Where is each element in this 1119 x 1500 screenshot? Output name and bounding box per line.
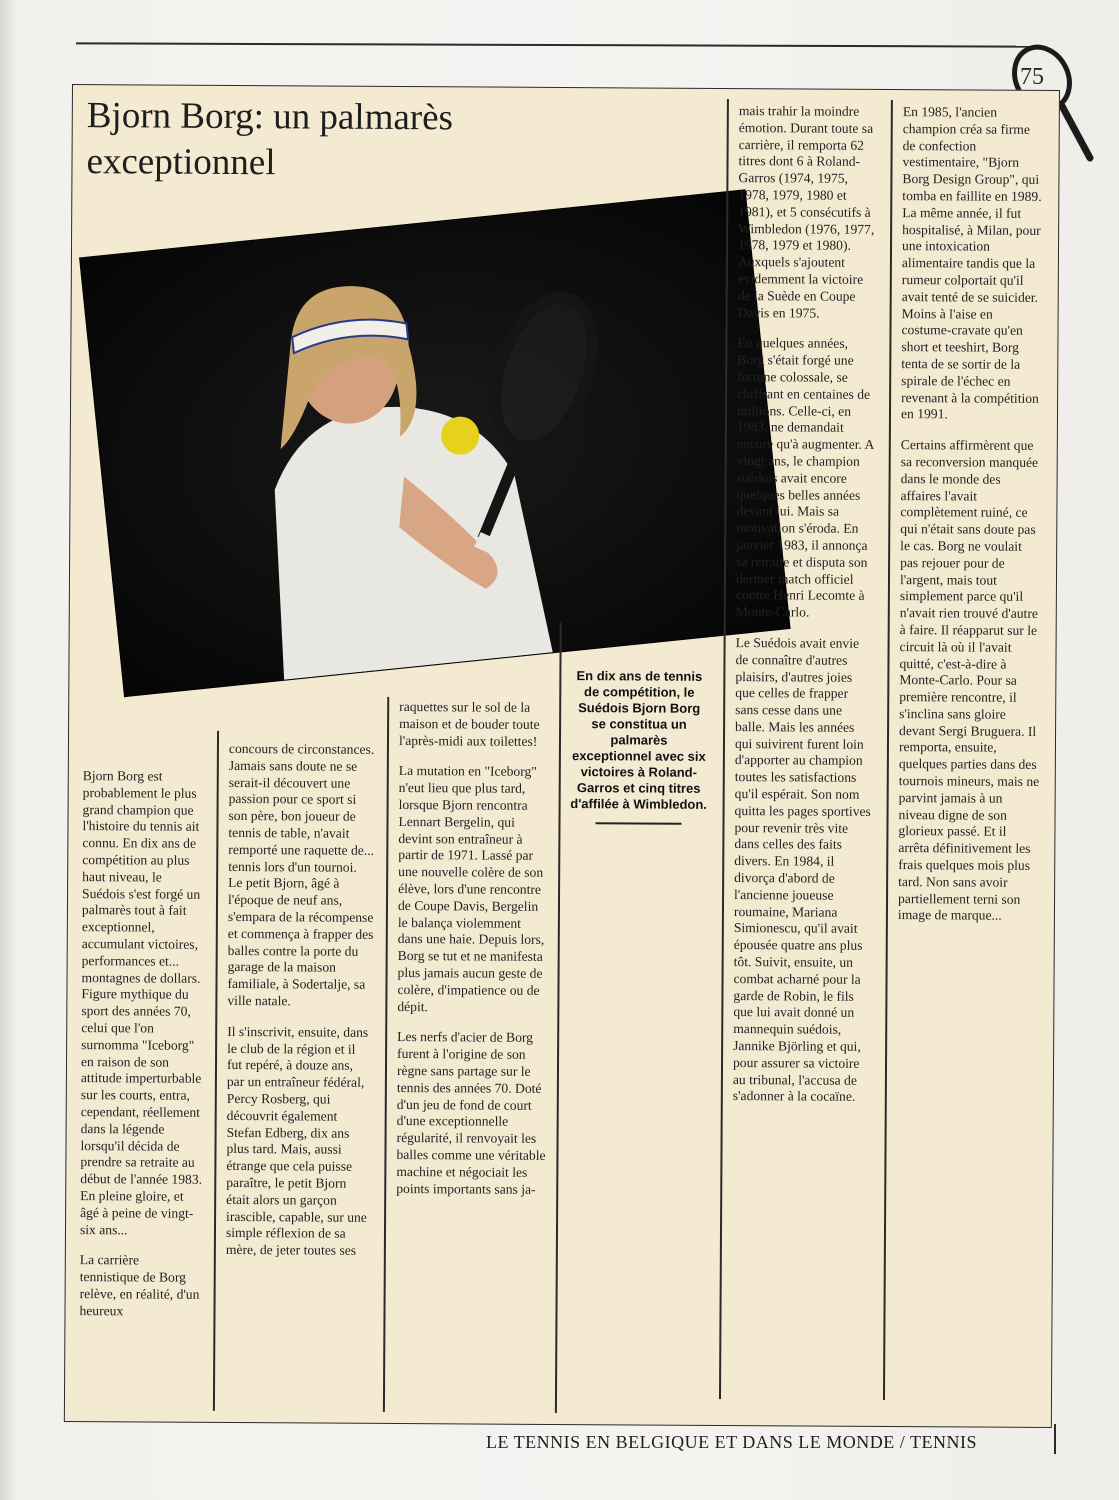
page-number: 75 bbox=[1020, 64, 1044, 90]
text-column-1 bbox=[79, 768, 204, 1334]
paragraph: La carrière tennistique de Borg relève, en réalité, d'un heureux bbox=[79, 1252, 200, 1319]
player-photo bbox=[80, 190, 789, 696]
text-column-5 bbox=[898, 104, 1045, 939]
footer-rule bbox=[1054, 1424, 1056, 1454]
article-frame bbox=[64, 84, 1060, 1428]
paragraph: En quelques années, Borg s'était forgé une fortune colossale, se chiffrant en centaines de millions. Celle-ci, en 1983, ne demandait encore qu'à augmenter. A vingt ans, le champion suédois avait encore quelques belles années devant lui. Mais sa motivation s'éroda. En janvier 1983, il annonça sa retraite et disputa son dernier match officiel contre Henri Lecomte à Monte-Carlo. bbox=[735, 335, 874, 620]
text-column-2 bbox=[226, 741, 375, 1274]
column-divider bbox=[213, 731, 219, 1411]
paragraph: Bjorn Borg est probablement le plus grand champion que l'histoire du tennis ait connu. En dix ans de compétition au plus haut niveau, le Suédois s'est forgé un palmarès tout à fait exceptionnel, accumulant victoires, performances et... montagnes de dollars. Figure mythique du sport des années 70, celui que l'on surnomma "Iceborg" en raison de son attitude imperturbable sur les courts, entra, cependant, réellement dans la légende lorsqu'il décida de prendre sa retraite au début de l'année 1983. En pleine gloire, et âgé à peine de vingt-six ans... bbox=[79, 768, 203, 1237]
column-divider bbox=[555, 623, 561, 1413]
text-column-4 bbox=[733, 103, 877, 1120]
paragraph: Il s'inscrivit, ensuite, dans le club de la région et il fut repéré, à douze ans, par un entraîneur fédéral, Percy Rosberg, qui découvrit également Stefan Edberg, dix ans plus tard. Mais, aussi étrange que cela puisse paraître, le petit Bjorn était alors un garçon irascible, capable, sur une simple réflexion de sa mère, de jeter toutes ses bbox=[225, 1023, 369, 1258]
pull-quote-text: En dix ans de tennis de compétition, le Suédois Bjorn Borg se constitua un palmarès exceptionnel avec six victoires à Roland-Garros et cinq titres d'affilée à Wimbledon. bbox=[570, 668, 707, 812]
paragraph: La mutation en "Iceborg" n'eut lieu que plus tard, lorsque Bjorn rencontra Lennart Bergelin, qui devint son entraîneur à partir de 1971. Lassé par une nouvelle colère de son élève, lors d'une rencontre de Coupe Davis, Bergelin le balança violemment dans une haie. Depuis lors, Borg se tut et ne manifesta plus jamais aucun geste de colère, d'impatience ou de dépit. bbox=[397, 763, 545, 1014]
pull-quote-rule bbox=[595, 822, 681, 825]
paragraph: En 1985, l'ancien champion créa sa firme de confection vestimentaire, "Bjorn Borg Design Group", qui tomba en faillite en 1989. La même année, il fut hospitalisé, à Milan, pour une intoxication alimentaire tandis que la rumeur colportait qu'il avait tenté de se suicider. Moins à l'aise en costume-cravate qu'en short et teeshirt, Borg tenta de se sortir de la spirale de l'échec en revenant à la compétition en 1991. bbox=[900, 104, 1042, 422]
column-divider bbox=[383, 697, 389, 1412]
text-column-3 bbox=[396, 699, 549, 1212]
paragraph: Le Suédois avait envie de connaître d'autres plaisirs, d'autres joies que celles de frapper sans cesse dans une balle. Mais les années qui suivirent furent loin d'apporter au champion toutes les satisfactions qu'il espérait. Son nom quitta les pages sportives pour revenir très vite dans celles des faits divers. En 1984, il divorça d'abord de l'ancienne joueuse roumaine, Mariana Simionescu, qu'il avait épousée quatre ans plus tôt. Suivit, ensuite, un combat acharné pour la garde de Robin, le fils que lui avait donné un mannequin suédois, Jannike Björling et qui, pour assurer sa victoire au tribunal, l'accusa de s'adonner à la cocaïne. bbox=[732, 634, 871, 1105]
column-divider bbox=[883, 100, 892, 1400]
pull-quote bbox=[568, 668, 709, 825]
paragraph: raquettes sur le sol de la maison et de bouder toute l'après-midi aux toilettes! bbox=[398, 699, 540, 749]
paragraph: Certains affirmèrent que sa reconversion manquée dans le monde des affaires l'avait complètement ruiné, ce qui n'était sans doute pas le cas. Borg ne voulait pas rejouer pour de l'argent, mais tout simplement parce qu'il n'avait rien trouvé d'autre à faire. Il réapparut sur le circuit là où il l'avait quitté, c'est-à-dire à Monte-Carlo. Pour sa première rencontre, il s'inclina sans gloire devant Sergi Bruguera. Il remporta, ensuite, quelques parties dans des tournois mineurs, mais ne parvint jamais à un niveau digne de son glorieux passé. Et il arrêta définitivement les frais quelques mois plus tard. Non sans avoir partiellement terni son image de marque... bbox=[897, 437, 1040, 924]
paragraph: Les nerfs d'acier de Borg furent à l'origine de son règne sans partage sur le tennis des années 70. Doté d'un jeu de fond de court d'une exceptionnelle régularité, il renvoyait les balles comme une véritable machine et négociait les points importants sans ja- bbox=[396, 1029, 546, 1197]
paragraph: mais trahir la moindre émotion. Durant toute sa carrière, il remporta 62 titres dont 6 à Roland-Garros (1974, 1975, 1978, 1979, 1980 et 1981), et 5 consécutifs à Wimbledon (1976, 1977, 1978, 1979 et 1980). Auxquels s'ajoutent évidemment la victoire de la Suède en Coupe Davis en 1975. bbox=[737, 103, 875, 321]
paragraph: concours de circonstances. Jamais sans doute ne se serait-il découvert une passion pour ce sport si son père, bon joueur de tennis de table, n'avait remporté une raquette de... tennis lors d'un tournoi. Le petit Bjorn, âgé à l'époque de neuf ans, s'empara de la récompense et commença à frapper des balles contre la porte du garage de la maison familiale, à Sodertalje, sa ville natale. bbox=[227, 740, 375, 1009]
article-title: Bjorn Borg: un palmarès exceptionnel bbox=[86, 95, 454, 184]
footer-running-title: LE TENNIS EN BELGIQUE ET DANS LE MONDE / TENNIS bbox=[486, 1432, 977, 1452]
